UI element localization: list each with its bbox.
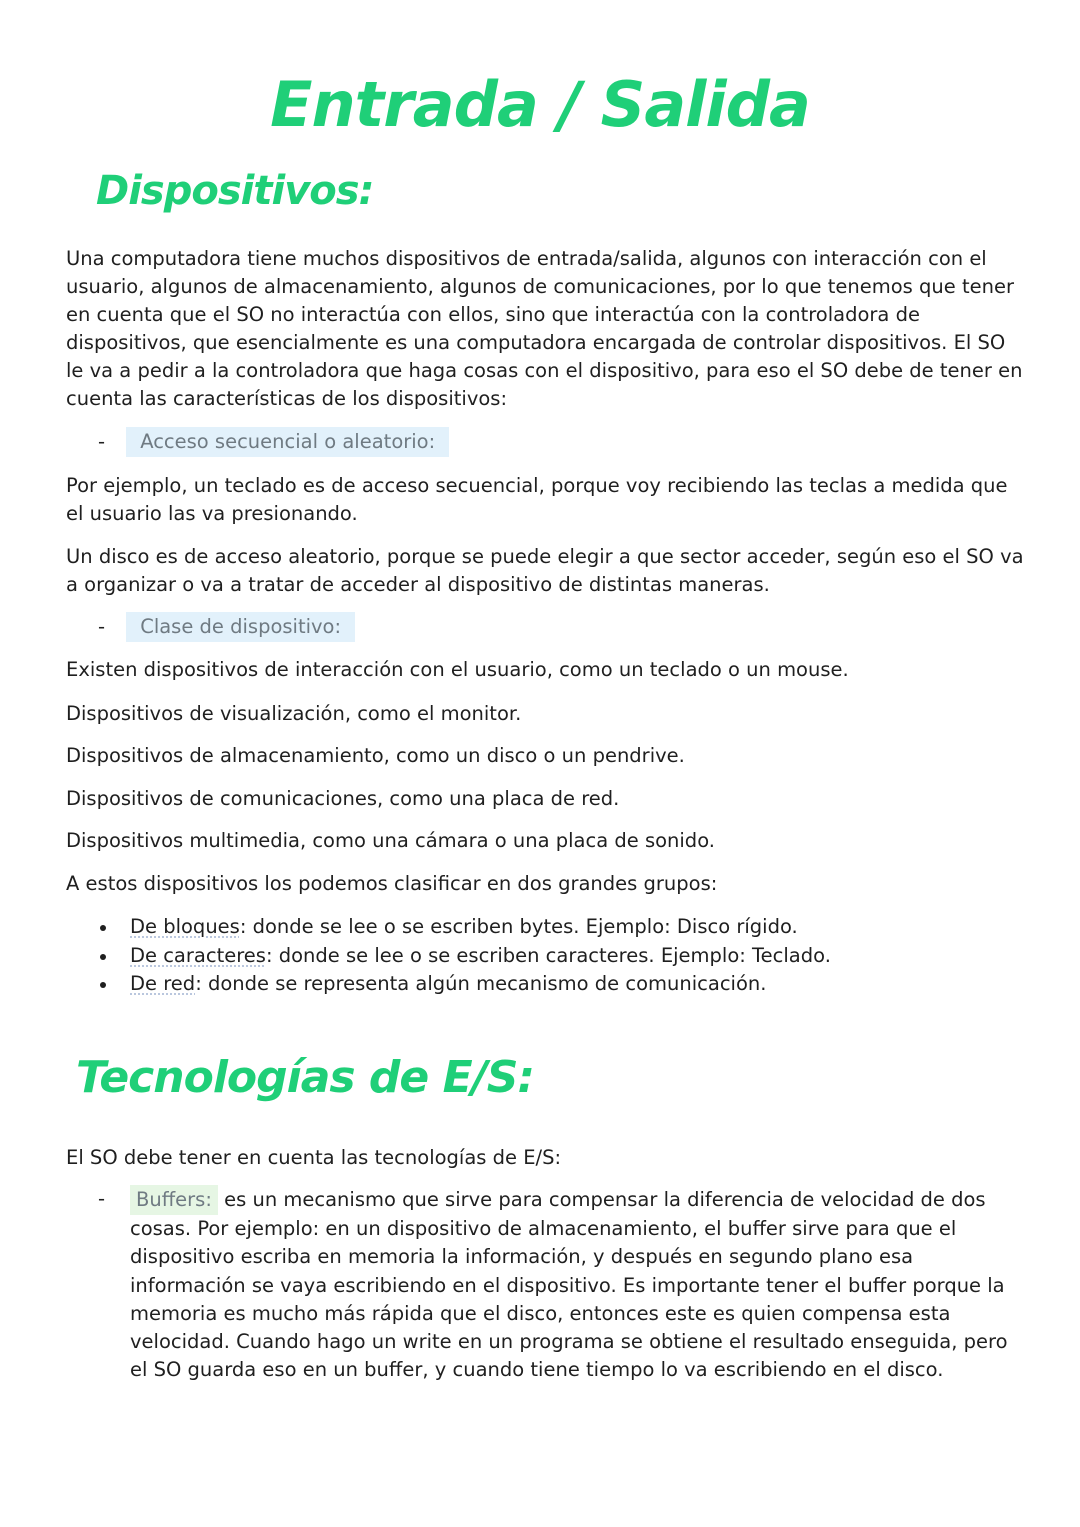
- heading-dispositivos: Dispositivos:: [96, 168, 374, 214]
- paragraph-teclado: Por ejemplo, un teclado es de acceso secuencial, porque voy recibiendo las teclas a medida que el usuario las va presionando.: [66, 474, 1008, 525]
- list-item-text: : donde se lee o se escriben caracteres. Ejemplo: Teclado.: [265, 943, 831, 967]
- buffers-item: [98, 1185, 1018, 1385]
- heading-tecnologias: Tecnologías de E/S:: [76, 1052, 534, 1103]
- term-bloques: De bloques: [130, 915, 240, 938]
- device-groups-list: [96, 913, 996, 999]
- class-line: Dispositivos de comunicaciones, como una placa de red.: [66, 787, 620, 810]
- dash-marker: -: [98, 615, 106, 638]
- class-line: A estos dispositivos los podemos clasificar en dos grandes grupos:: [66, 872, 718, 895]
- tag-row-acceso: [98, 427, 449, 457]
- class-line: Dispositivos de visualización, como el monitor.: [66, 702, 522, 725]
- class-line: Existen dispositivos de interacción con el usuario, como un teclado o un mouse.: [66, 658, 849, 681]
- tag-row-clase: [98, 612, 355, 642]
- list-item: [96, 942, 996, 971]
- class-line: Dispositivos multimedia, como una cámara o una placa de sonido.: [66, 829, 715, 852]
- term-red: De red: [130, 972, 196, 995]
- list-item-text: : donde se lee o se escriben bytes. Ejemplo: Disco rígido.: [239, 915, 798, 938]
- list-item: [96, 913, 996, 942]
- highlight-acceso: Acceso secuencial o aleatorio:: [126, 427, 449, 457]
- list-item-text: : donde se representa algún mecanismo de comunicación.: [195, 972, 767, 995]
- list-item: [96, 970, 996, 999]
- page-title: Entrada / Salida: [270, 68, 810, 141]
- highlight-clase: Clase de dispositivo:: [126, 612, 355, 642]
- paragraph-disco: Un disco es de acceso aleatorio, porque se puede elegir a que sector acceder, según eso el SO va a organizar o va a tratar de acceder al dispositivo de distintas maneras.: [66, 545, 1024, 596]
- highlight-buffers: Buffers:: [130, 1185, 218, 1215]
- intro-paragraph: Una computadora tiene muchos dispositivos de entrada/salida, algunos con interacción con el usuario, algunos de almacenamiento, algunos de comunicaciones, por lo que tenemos que tener en cuenta que el SO no interactúa con ellos, sino que interactúa con la controladora de dispositivos, que esencialmente es una computadora encargada de controlar dispositivos. El SO le va a pedir a la controladora que haga cosas con el dispositivo, para eso el SO debe de tener en cuenta las características de los dispositivos:: [66, 247, 1023, 410]
- class-line: Dispositivos de almacenamiento, como un disco o un pendrive.: [66, 744, 685, 767]
- tecnologias-intro: El SO debe tener en cuenta las tecnologías de E/S:: [66, 1146, 562, 1169]
- dash-marker: -: [98, 430, 106, 453]
- buffers-body: [130, 1185, 1018, 1385]
- term-caracteres: De caracteres: [130, 943, 266, 967]
- dash-marker: -: [98, 1187, 106, 1210]
- buffers-text: es un mecanismo que sirve para compensar la diferencia de velocidad de dos cosas. Por ejemplo: en un dispositivo de almacenamiento, el buffer sirve para que el dispositivo escriba en memoria la información, y después en segundo plano esa información se vaya escribiendo en el dispositivo. Es importante tener el buffer porque la memoria es mucho más rápida que el disco, entonces este es quien compensa esta velocidad. Cuando hago un write en un programa se obtiene el resultado enseguida, pero el SO guarda eso en un buffer, y cuando tiene tiempo lo va escribiendo en el disco.: [130, 1188, 1008, 1382]
